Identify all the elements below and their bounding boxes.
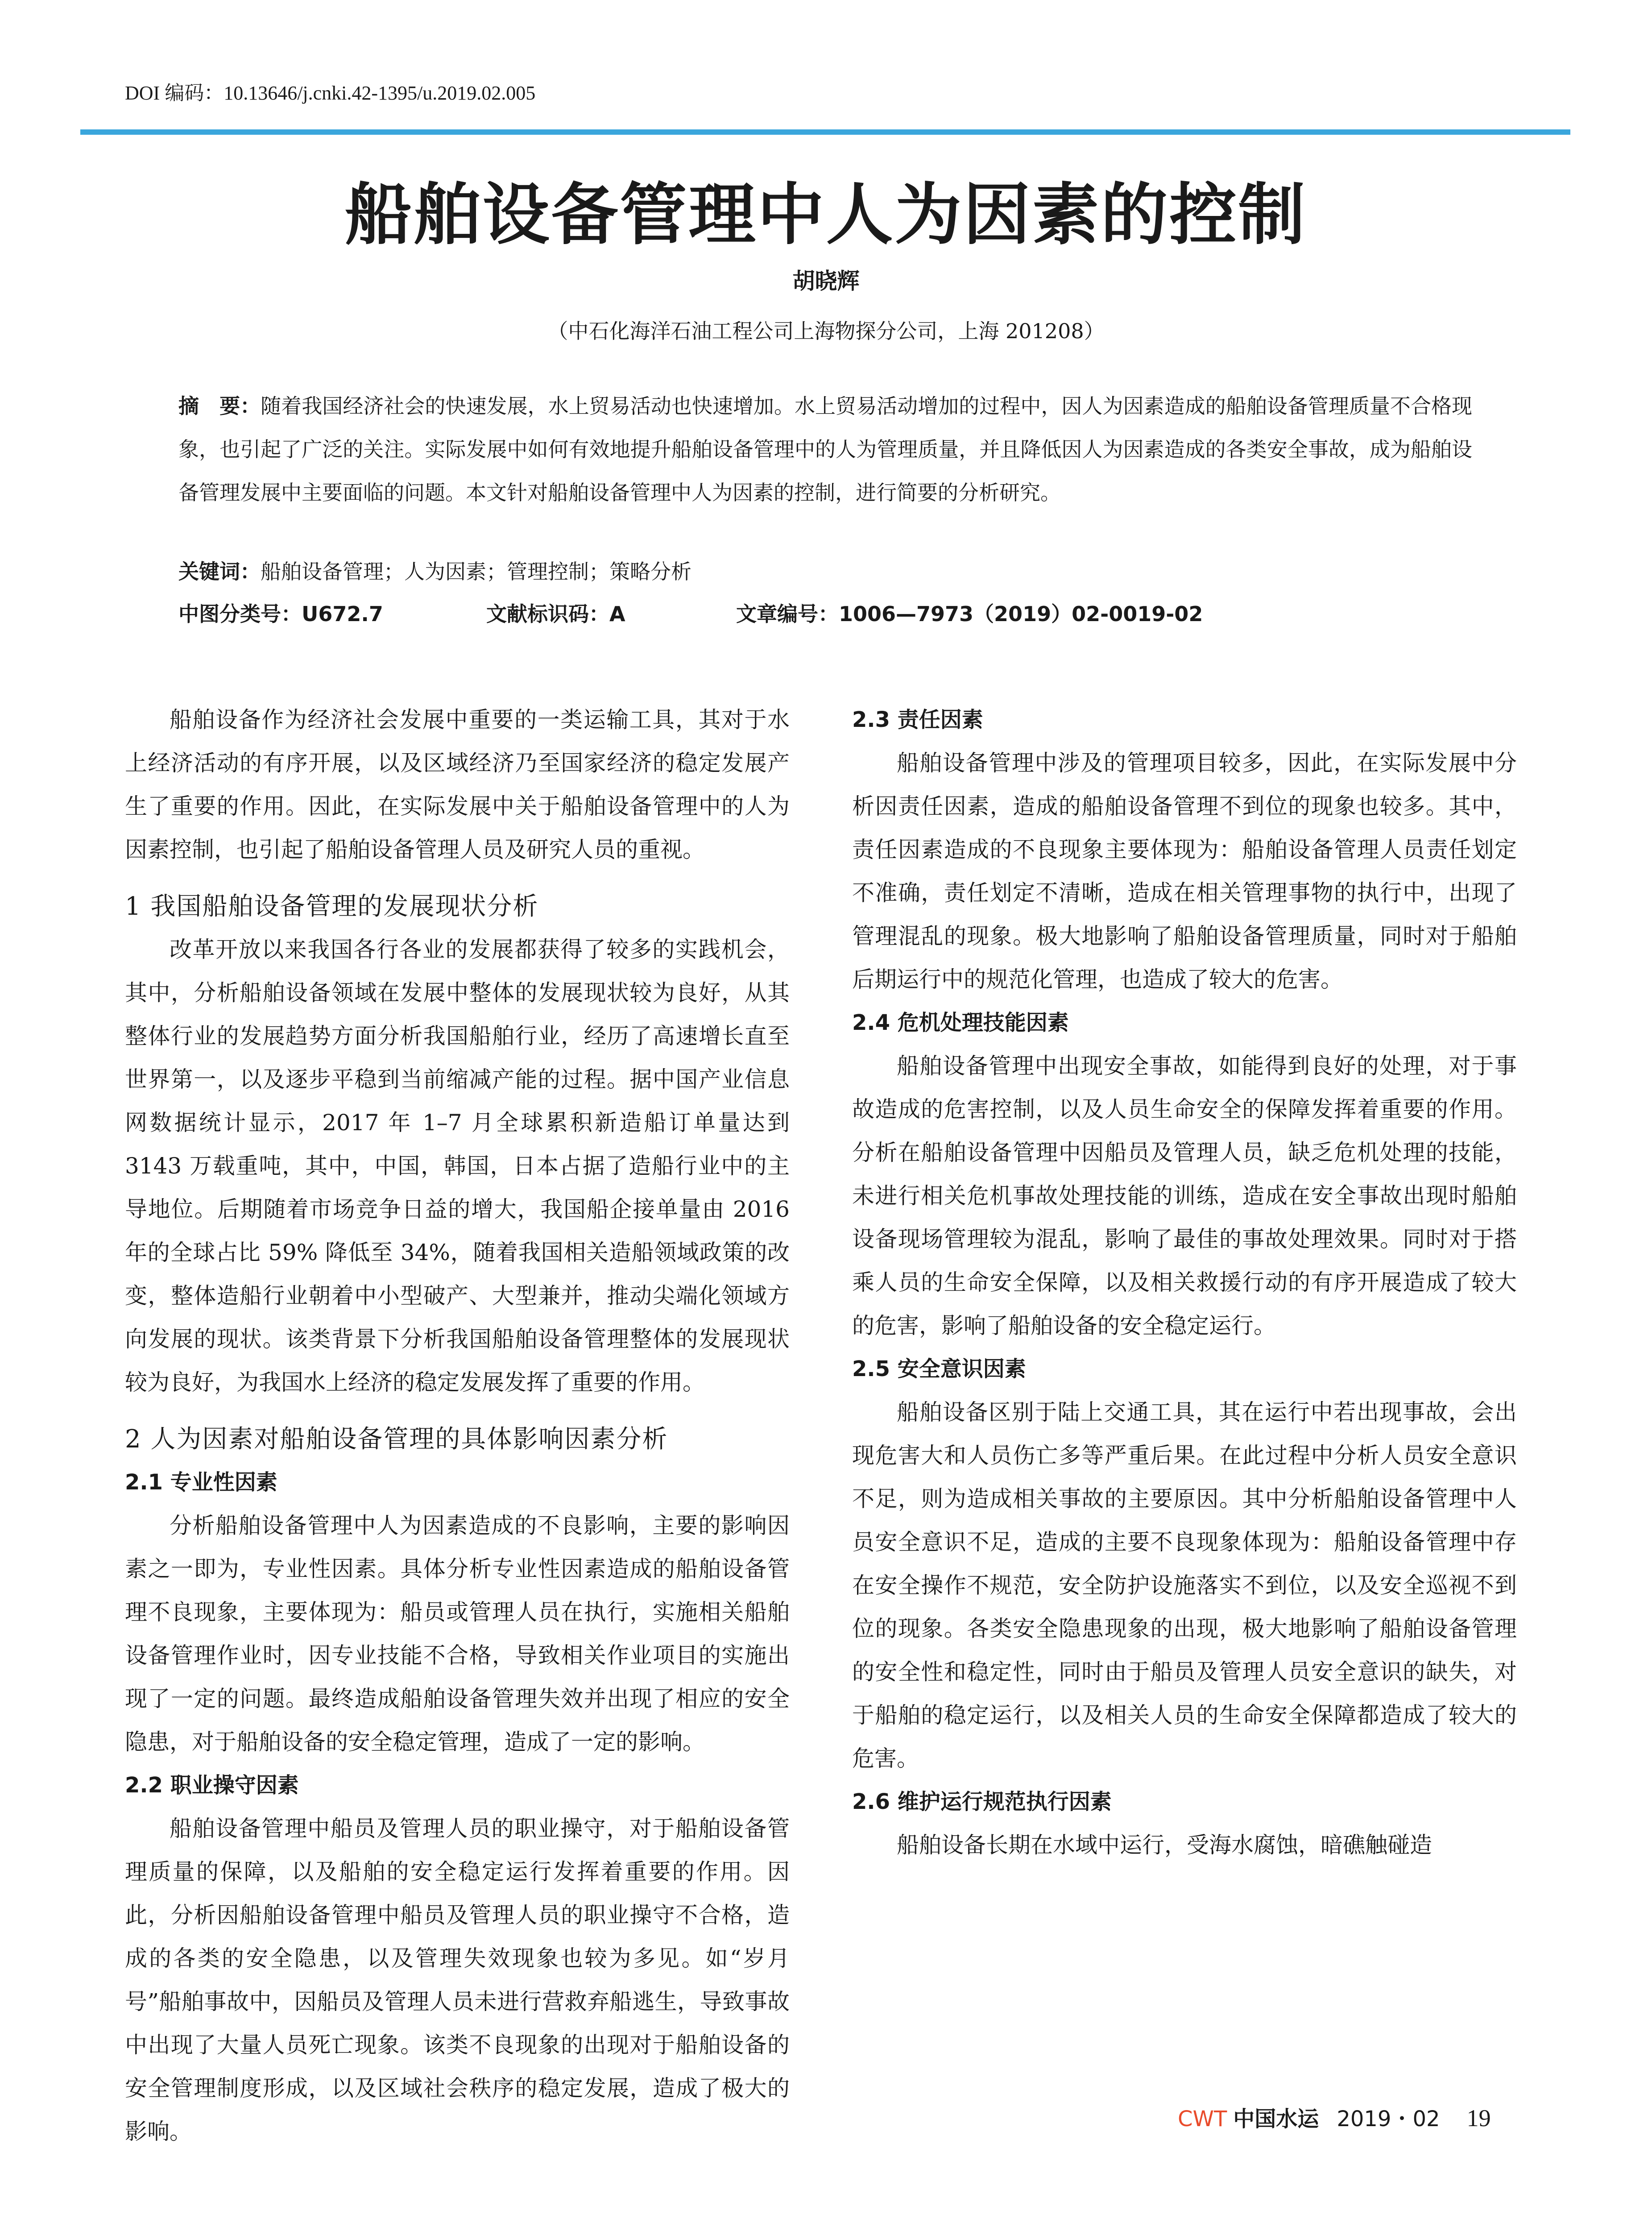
section-2-5-paragraph: 船舶设备区别于陆上交通工具，其在运行中若出现事故，会出现危害大和人员伤亡多等严重后果。在此过程中分析人员安全意识不足，则为造成相关事故的主要原因。其中分析船舶设备管理中人员安全意识不足，造成的主要不良现象体现为：船舶设备管理中存在安全操作不规范，安全防护设施落实不到位，以及安全巡视不到位的现象。各类安全隐患现象的出现，极大地影响了船舶设备管理的安全性和稳定性，同时由于船员及管理人员安全意识的缺失，对于船舶的稳定运行，以及相关人员的生命安全保障都造成了较大的危害。 (852, 1399, 1517, 1771)
article-meta (178, 598, 1203, 627)
footer-issue: 2019・02 (1337, 2107, 1440, 2131)
doi-line: DOI 编码：10.13646/j.cnki.42-1395/u.2019.02.005 (125, 82, 536, 104)
page-number: 19 (1466, 2105, 1491, 2131)
section-1-paragraph: 改革开放以来我国各行各业的发展都获得了较多的实践机会，其中，分析船舶设备领域在发展中整体的发展现状较为良好，从其整体行业的发展趋势方面分析我国船舶行业，经历了高速增长直至世界第一，以及逐步平稳到当前缩减产能的过程。据中国产业信息网数据统计显示，2017 年 1–7 月全球累积新造船订单量达到 3143 万载重吨，其中，中国，韩国，日本占据了造船行业中的主导地位。后期随着市场竞争日益的增大，我国船企接单量由 2016 年的全球占比 59% 降低至 34%，随着我国相关造船领域政策的改变，整体造船行业朝着中小型破产、大型兼并，推动尖端化领域方向发展的现状。该类背景下分析我国船舶设备管理整体的发展现状较为良好，为我国水上经济的稳定发展发挥了重要的作用。 (125, 937, 790, 1395)
section-2-5-heading: 2.5 安全意识因素 (852, 1356, 1026, 1381)
clc-number: 中图分类号：U672.7 (178, 602, 383, 626)
section-2-2-paragraph: 船舶设备管理中船员及管理人员的职业操守，对于船舶设备管理质量的保障，以及船舶的安全稳定运行发挥着重要的作用。因此，分析因船舶设备管理中船员及管理人员的职业操守不合格，造成的各类的安全隐患，以及管理失效现象也较为多见。如“岁月号”船舶事故中，因船员及管理人员未进行营救弃船逃生，导致事故中出现了大量人员死亡现象。该类不良现象的出现对于船舶设备的安全管理制度形成，以及区域社会秩序的稳定发展，造成了极大的影响。 (125, 1816, 790, 2144)
section-2-3-paragraph: 船舶设备管理中涉及的管理项目较多，因此，在实际发展中分析因责任因素，造成的船舶设备管理不到位的现象也较多。其中，责任因素造成的不良现象主要体现为：船舶设备管理人员责任划定不准确，责任划定不清晰，造成在相关管理事物的执行中，出现了管理混乱的现象。极大地影响了船舶设备管理质量，同时对于船舶后期运行中的规范化管理，也造成了较大的危害。 (852, 750, 1517, 992)
section-1-heading: 1 我国船舶设备管理的发展现状分析 (125, 892, 539, 921)
footer-brand: CWT (1178, 2107, 1227, 2131)
page-footer (1178, 2102, 1491, 2132)
section-2-1-paragraph: 分析船舶设备管理中人为因素造成的不良影响，主要的影响因素之一即为，专业性因素。具体分析专业性因素造成的船舶设备管理不良现象，主要体现为：船员或管理人员在执行，实施相关船舶设备管理作业时，因专业技能不合格，导致相关作业项目的实施出现了一定的问题。最终造成船舶设备管理失效并出现了相应的安全隐患，对于船舶设备的安全稳定管理，造成了一定的影响。 (125, 1513, 790, 1755)
abstract-label: 摘 要： (178, 394, 261, 418)
section-2-6-paragraph: 船舶设备长期在水域中运行，受海水腐蚀，暗礁触碰造 (897, 1832, 1432, 1858)
section-2-1-heading: 2.1 专业性因素 (125, 1470, 277, 1495)
abstract (178, 385, 1472, 514)
footer-journal: 中国水运 (1233, 2107, 1319, 2131)
affiliation: （中石化海洋石油工程公司上海物探分公司，上海 201208） (547, 319, 1105, 343)
section-2-2-heading: 2.2 职业操守因素 (125, 1773, 299, 1798)
keywords-text: 船舶设备管理；人为因素；管理控制；策略分析 (261, 560, 691, 584)
keywords-label: 关键词： (178, 560, 261, 584)
section-2-heading: 2 人为因素对船舶设备管理的具体影响因素分析 (125, 1425, 668, 1454)
section-2-6-heading: 2.6 维护运行规范执行因素 (852, 1789, 1112, 1814)
keywords (178, 556, 691, 585)
article-number: 文章编号：1006—7973（2019）02-0019-02 (736, 602, 1203, 626)
abstract-text: 随着我国经济社会的快速发展，水上贸易活动也快速增加。水上贸易活动增加的过程中，因人为因素造成的船舶设备管理质量不合格现象，也引起了广泛的关注。实际发展中如何有效地提升船舶设备管理中的人为管理质量，并且降低因人为因素造成的各类安全事故，成为船舶设备管理发展中主要面临的问题。本文针对船舶设备管理中人为因素的控制，进行简要的分析研究。 (178, 394, 1473, 505)
section-2-4-paragraph: 船舶设备管理中出现安全事故，如能得到良好的处理，对于事故造成的危害控制，以及人员生命安全的保障发挥着重要的作用。分析在船舶设备管理中因船员及管理人员，缺乏危机处理的技能，未进行相关危机事故处理技能的训练，造成在安全事故出现时船舶设备现场管理较为混乱，影响了最佳的事故处理效果。同时对于搭乘人员的生命安全保障，以及相关救援行动的有序开展造成了较大的危害，影响了船舶设备的安全稳定运行。 (852, 1053, 1517, 1339)
document-code: 文献标识码：A (486, 602, 625, 626)
body-column-right (852, 698, 1517, 1867)
section-2-4-heading: 2.4 危机处理技能因素 (852, 1010, 1069, 1035)
section-2-3-heading: 2.3 责任因素 (852, 707, 983, 732)
author: 胡晓辉 (792, 268, 860, 294)
body-column-left (125, 698, 790, 2144)
header-rule (80, 129, 1570, 135)
intro-paragraph: 船舶设备作为经济社会发展中重要的一类运输工具，其对于水上经济活动的有序开展，以及区域经济乃至国家经济的稳定发展产生了重要的作用。因此，在实际发展中关于船舶设备管理中的人为因素控制，也引起了船舶设备管理人员及研究人员的重视。 (125, 707, 790, 863)
paper-title: 船舶设备管理中人为因素的控制 (345, 175, 1307, 254)
